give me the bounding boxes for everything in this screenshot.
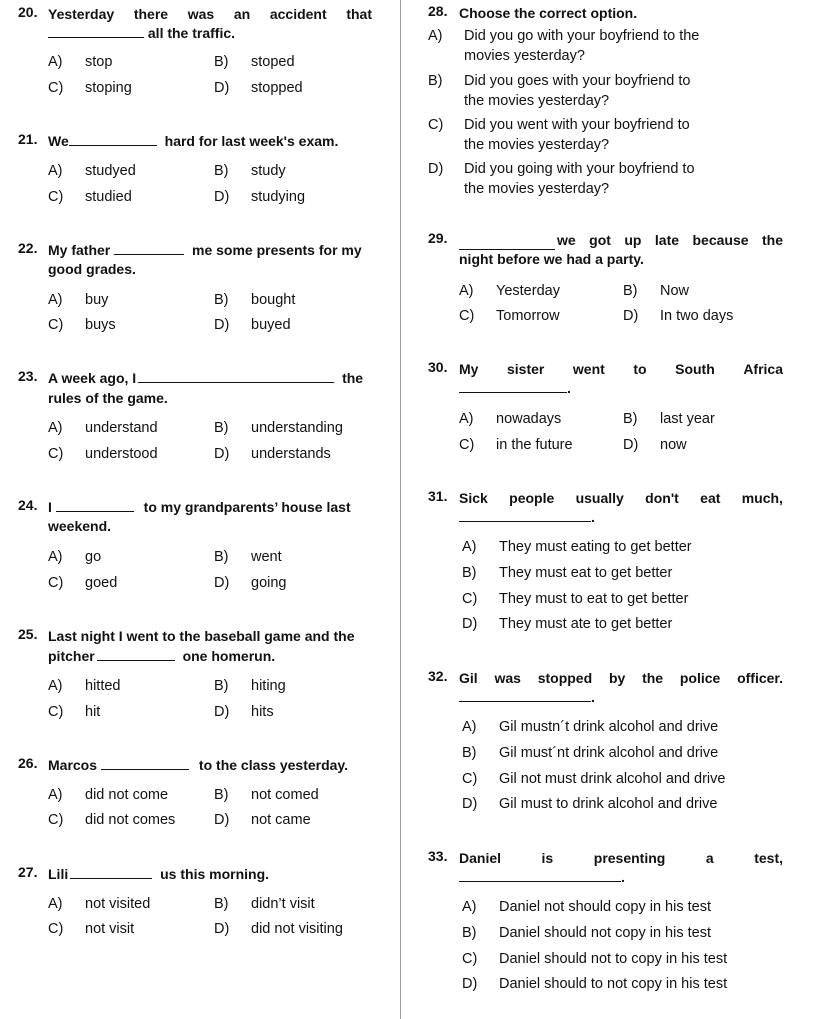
- stem-word: was: [187, 6, 215, 22]
- question-number: 23.: [18, 368, 38, 384]
- option-b[interactable]: B) Daniel should not copy in his test: [462, 925, 711, 941]
- option-d[interactable]: D) Daniel should to not copy in his test: [462, 976, 728, 992]
- option-d[interactable]: D) Gil must to drink alcohol and drive: [462, 796, 718, 812]
- answer-blank: [70, 866, 152, 879]
- option-b[interactable]: B) not comed: [214, 787, 319, 803]
- option-a[interactable]: A) Gil mustn´t drink alcohol and drive: [462, 719, 719, 735]
- stem-word: we: [557, 232, 576, 248]
- question-number: 32.: [428, 668, 448, 684]
- question-stem: [459, 230, 783, 250]
- stem-word: late: [654, 232, 680, 248]
- option-c[interactable]: C) Tomorrow: [459, 308, 560, 324]
- option-a[interactable]: A) did not come: [48, 787, 169, 803]
- question-number: 26.: [18, 755, 38, 771]
- option-d[interactable]: D) buyed: [214, 317, 291, 333]
- question-stem: Daniel is presenting a test,: [459, 850, 783, 866]
- option-b[interactable]: B) study: [214, 163, 286, 179]
- stem-word: accident: [269, 6, 327, 22]
- answer-blank: [48, 25, 144, 38]
- option-d[interactable]: D) Did you going with your boyfriend to the movies yesterday?: [428, 161, 695, 197]
- option-d[interactable]: D) did not visiting: [214, 921, 343, 937]
- option-c[interactable]: C) They must to eat to get better: [462, 591, 689, 607]
- option-d[interactable]: D) stopped: [214, 80, 303, 96]
- option-b[interactable]: B) went: [214, 549, 282, 565]
- question-number: 27.: [18, 864, 38, 880]
- option-a[interactable]: A) studyed: [48, 163, 136, 179]
- option-c[interactable]: C) in the future: [459, 437, 573, 453]
- stem-word: the: [762, 232, 783, 248]
- option-d[interactable]: D) hits: [214, 704, 274, 720]
- question-number: 28.: [428, 3, 448, 19]
- option-c[interactable]: C) did not comes: [48, 812, 176, 828]
- question-number: 31.: [428, 488, 448, 504]
- question-number: 25.: [18, 626, 38, 642]
- question-number: 29.: [428, 230, 448, 246]
- question-stem: Lili us this morning.: [48, 866, 270, 882]
- option-a[interactable]: A) understand: [48, 420, 158, 436]
- option-a[interactable]: A) not visited: [48, 896, 151, 912]
- option-d[interactable]: D) studying: [214, 189, 306, 205]
- question-number: 20.: [18, 4, 38, 20]
- option-d[interactable]: D) going: [214, 575, 287, 591]
- option-b[interactable]: B) stoped: [214, 54, 295, 70]
- question-number: 24.: [18, 497, 38, 513]
- stem-word: because: [692, 232, 749, 248]
- stem-word: got: [589, 232, 611, 248]
- option-d[interactable]: D) now: [623, 437, 687, 453]
- answer-blank: [459, 869, 621, 882]
- question-stem: Sick people usually don't eat much,: [459, 490, 783, 506]
- option-a[interactable]: A) hitted: [48, 678, 121, 694]
- option-c[interactable]: C) stoping: [48, 80, 132, 96]
- option-d[interactable]: D) In two days: [623, 308, 734, 324]
- option-c[interactable]: C) goed: [48, 575, 118, 591]
- answer-blank: [101, 757, 189, 770]
- option-c[interactable]: C) not visit: [48, 921, 135, 937]
- option-c[interactable]: C) buys: [48, 317, 116, 333]
- option-a[interactable]: A) Yesterday: [459, 283, 560, 299]
- question-number: 30.: [428, 359, 448, 375]
- answer-blank: [114, 242, 184, 255]
- answer-blank: [56, 499, 134, 512]
- option-c[interactable]: C) Gil not must drink alcohol and drive: [462, 771, 726, 787]
- option-b[interactable]: B) Did you goes with your boyfriend to the movies yesterday?: [428, 73, 691, 109]
- question-number: 22.: [18, 240, 38, 256]
- answer-blank: [138, 370, 334, 383]
- question-stem: My sister went to South Africa: [459, 361, 783, 377]
- option-c[interactable]: C) Daniel should not to copy in his test: [462, 951, 728, 967]
- option-c[interactable]: C) hit: [48, 704, 101, 720]
- option-c[interactable]: C) understood: [48, 446, 158, 462]
- option-d[interactable]: D) They must ate to get better: [462, 616, 673, 632]
- option-b[interactable]: B) Gil must´nt drink alcohol and drive: [462, 745, 719, 761]
- stem-word: an: [233, 6, 251, 22]
- column-divider: [400, 0, 401, 1019]
- option-b[interactable]: B) last year: [623, 411, 715, 427]
- question-stem: Choose the correct option.: [459, 5, 638, 21]
- option-c[interactable]: C) studied: [48, 189, 132, 205]
- option-a[interactable]: A) stop: [48, 54, 113, 70]
- stem-word: Yesterday: [48, 6, 115, 22]
- option-a[interactable]: A) Daniel not should copy in his test: [462, 899, 711, 915]
- option-c[interactable]: C) Did you went with your boyfriend to the movies yesterday?: [428, 117, 690, 153]
- option-b[interactable]: B) didn’t visit: [214, 896, 315, 912]
- question-stem: I to my grandparents’ house last: [48, 499, 351, 515]
- option-b[interactable]: B) They must eat to get better: [462, 565, 673, 581]
- question-stem: [48, 4, 372, 24]
- stem-word: that: [346, 6, 372, 22]
- answer-blank: [459, 380, 567, 393]
- question-number: 33.: [428, 848, 448, 864]
- answer-blank: [459, 509, 591, 522]
- option-a[interactable]: A) They must eating to get better: [462, 539, 692, 555]
- option-a[interactable]: A) Did you go with your boyfriend to the movies yesterday?: [428, 28, 700, 64]
- question-number: 21.: [18, 131, 38, 147]
- answer-blank: [459, 689, 591, 702]
- option-b[interactable]: B) understanding: [214, 420, 343, 436]
- option-d[interactable]: D) not came: [214, 812, 311, 828]
- answer-blank: [97, 648, 175, 661]
- question-stem: We hard for last week's exam.: [48, 133, 339, 149]
- question-stem: My father me some presents for my: [48, 242, 362, 258]
- question-stem: Marcos to the class yesterday.: [48, 757, 349, 773]
- option-a[interactable]: A) nowadays: [459, 411, 562, 427]
- option-b[interactable]: B) Now: [623, 283, 690, 299]
- question-stem: Gil was stopped by the police officer.: [459, 670, 783, 686]
- stem-word: there: [133, 6, 169, 22]
- option-a[interactable]: A) buy: [48, 292, 109, 308]
- option-b[interactable]: B) bought: [214, 292, 296, 308]
- option-b[interactable]: B) hiting: [214, 678, 286, 694]
- option-d[interactable]: D) understands: [214, 446, 331, 462]
- stem-word: up: [624, 232, 642, 248]
- question-stem: Last night I went to the baseball game and the: [48, 628, 355, 644]
- question-stem: A week ago, I the: [48, 370, 364, 386]
- option-a[interactable]: A) go: [48, 549, 102, 565]
- answer-blank: [69, 133, 157, 146]
